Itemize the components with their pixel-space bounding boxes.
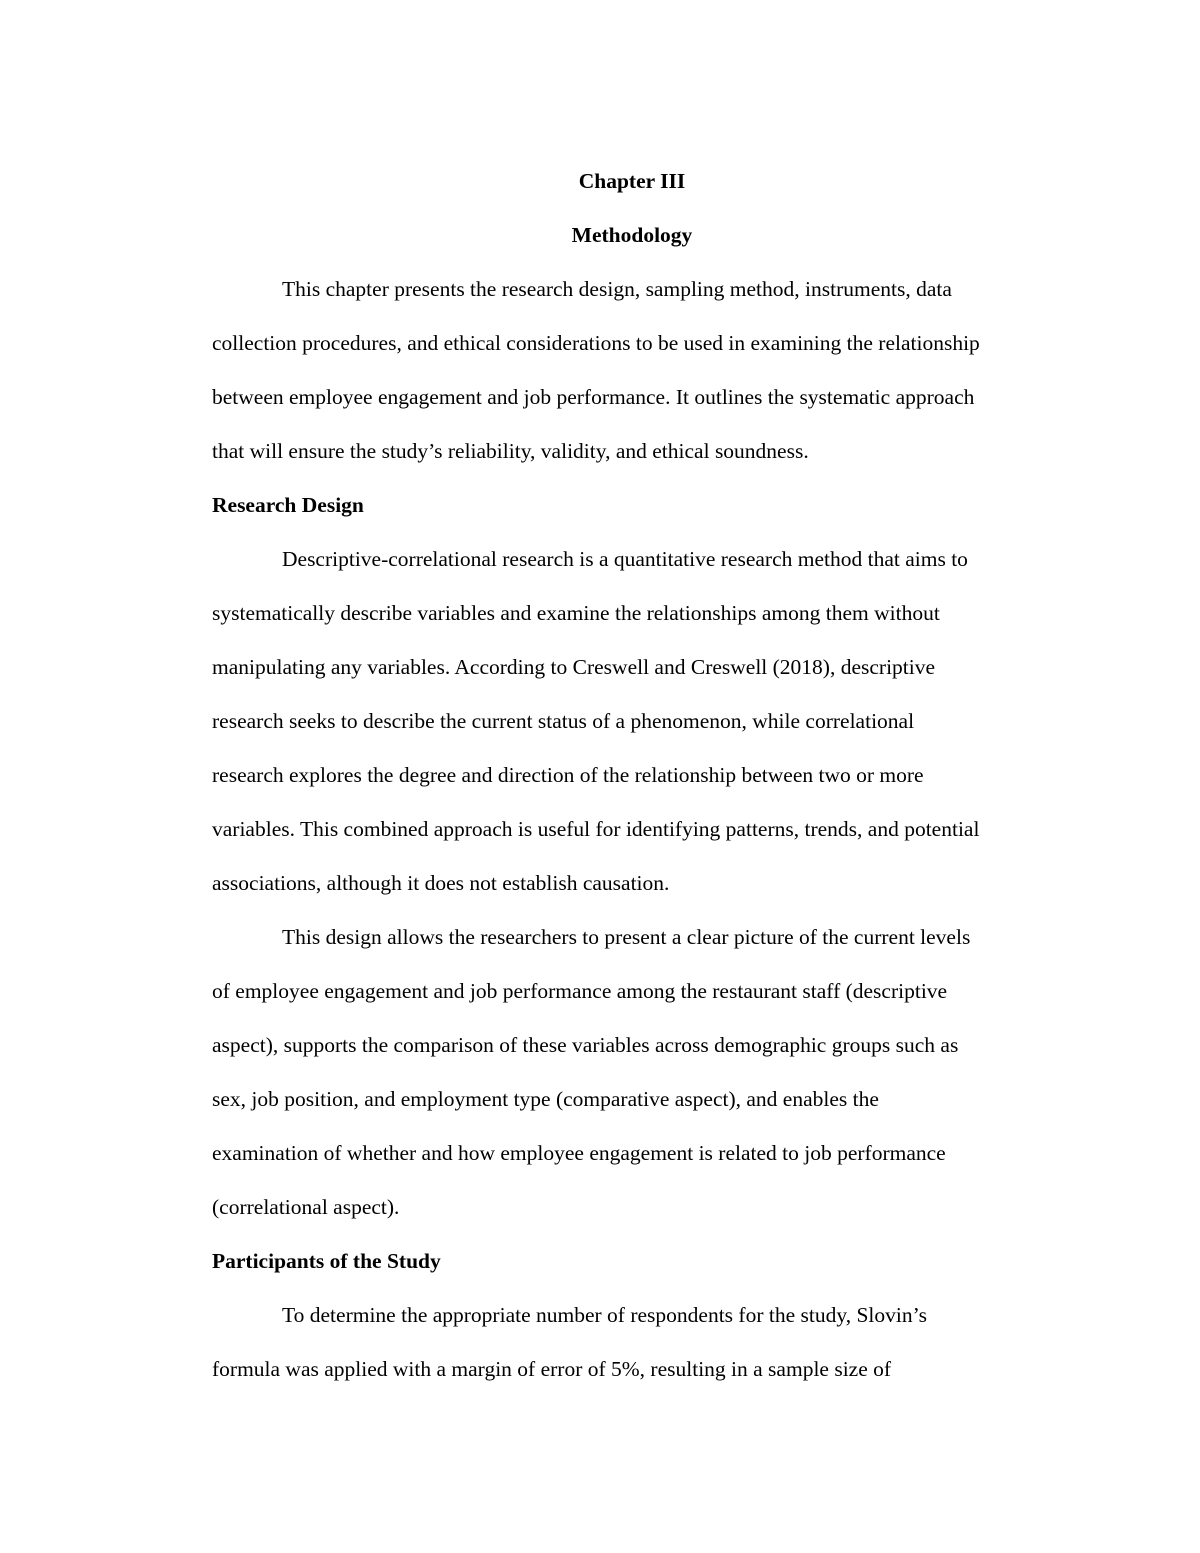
paragraph-line: associations, although it does not establish causation.	[212, 871, 670, 895]
research-design-paragraph-2	[212, 918, 1052, 1242]
participants-paragraph-1	[212, 1296, 1052, 1404]
paragraph-line: systematically describe variables and examine the relationships among them without	[212, 601, 940, 625]
paragraph-line: sex, job position, and employment type (comparative aspect), and enables the	[212, 1087, 879, 1111]
research-design-heading: Research Design	[212, 493, 364, 517]
paragraph-line: Descriptive-correlational research is a quantitative research method that aims to	[282, 547, 968, 571]
paragraph-line: formula was applied with a margin of error of 5%, resulting in a sample size of	[212, 1357, 892, 1381]
paragraph-line: of employee engagement and job performance among the restaurant staff (descriptive	[212, 979, 948, 1003]
section-title: Methodology	[571, 223, 693, 247]
paragraph-line: collection procedures, and ethical considerations to be used in examining the relationship	[212, 331, 980, 355]
paragraph-line: research seeks to describe the current status of a phenomenon, while correlational	[212, 709, 915, 733]
intro-paragraph	[212, 270, 1052, 486]
chapter-title: Chapter III	[578, 169, 686, 193]
research-design-paragraph-1	[212, 540, 1052, 918]
paragraph-line: To determine the appropriate number of respondents for the study, Slovin’s	[282, 1303, 927, 1327]
paragraph-line: examination of whether and how employee engagement is related to job performance	[212, 1141, 946, 1165]
paragraph-line: (correlational aspect).	[212, 1195, 400, 1219]
paragraph-line: This design allows the researchers to present a clear picture of the current levels	[282, 925, 971, 949]
paragraph-line: variables. This combined approach is useful for identifying patterns, trends, and potential	[212, 817, 980, 841]
paragraph-line: research explores the degree and direction of the relationship between two or more	[212, 763, 924, 787]
page-content	[212, 162, 1052, 1404]
paragraph-line: aspect), supports the comparison of these variables across demographic groups such as	[212, 1033, 959, 1057]
paragraph-line: between employee engagement and job performance. It outlines the systematic approach	[212, 385, 975, 409]
paragraph-line: This chapter presents the research design, sampling method, instruments, data	[282, 277, 952, 301]
paragraph-line: that will ensure the study’s reliability, validity, and ethical soundness.	[212, 439, 809, 463]
participants-heading: Participants of the Study	[212, 1249, 441, 1273]
paragraph-line: manipulating any variables. According to Creswell and Creswell (2018), descriptive	[212, 655, 936, 679]
